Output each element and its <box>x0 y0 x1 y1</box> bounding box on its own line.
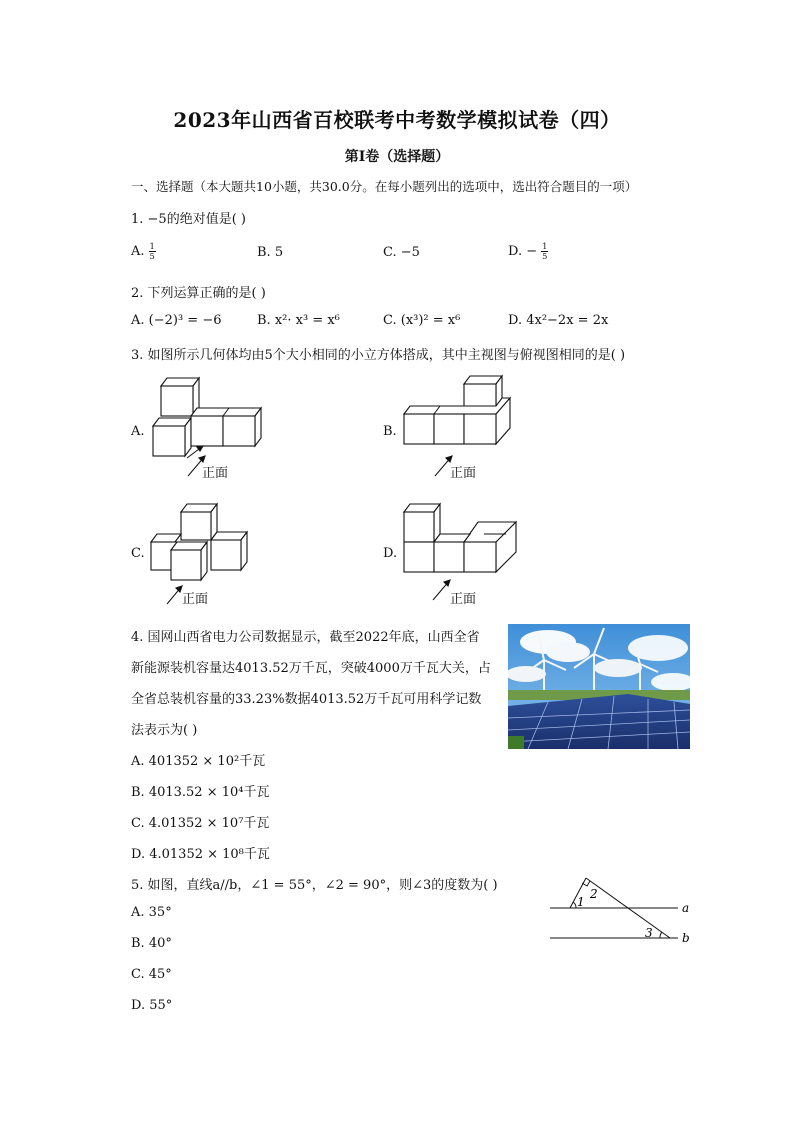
q1-option-d <box>508 242 548 261</box>
q3-a-arrow <box>185 452 215 480</box>
q1-option-c: C. −5 <box>383 245 420 260</box>
question-4-line-2: 新能源装机容量达4013.52万千瓦，突破4000万千瓦大关，占 <box>131 661 491 676</box>
arrow-head <box>199 456 205 462</box>
cube-face <box>404 414 434 444</box>
wind-solar-photo-graphic <box>508 624 690 749</box>
fraction <box>149 242 156 261</box>
question-5-stem: 5. 如图，直线a//b，∠1 = 55°，∠2 = 90°，则∠3的度数为( ) <box>131 878 498 893</box>
fraction <box>541 242 548 261</box>
cube-face <box>181 512 211 540</box>
page-title: 2023年山西省百校联考中考数学模拟试卷（四） <box>173 108 621 132</box>
cube-face <box>211 540 241 570</box>
q3-option-b: B. <box>383 424 397 439</box>
wind-solar-photo <box>508 624 690 749</box>
angle-3-label: 3 <box>645 926 653 940</box>
q5-option-d: D. 55° <box>131 998 173 1013</box>
question-3-stem: 3. 如图所示几何体均由5个大小相同的小立方体搭成，其中主视图与俯视图相同的是( ) <box>131 348 626 363</box>
angle-3-arc <box>660 932 662 938</box>
cube-face <box>434 414 464 444</box>
fraction-denominator: 5 <box>542 252 548 261</box>
question-4-line-1: 4. 国网山西省电力公司数据显示，截至2022年底，山西全省 <box>131 630 480 645</box>
q3-c-front-label: 正面 <box>182 592 209 607</box>
question-4-line-3: 全省总装机容量的33.23%数据4013.52万千瓦可用科学记数 <box>131 692 482 707</box>
fraction-denominator: 5 <box>149 252 155 261</box>
q3-option-a: A. <box>131 424 145 439</box>
q5-option-c: C. 45° <box>131 967 172 982</box>
q5-option-a: A. 35° <box>131 905 172 920</box>
q5-parallel-lines-figure <box>548 872 698 950</box>
angle-1-arc <box>573 902 576 908</box>
question-4-line-4: 法表示为( ) <box>131 723 198 738</box>
q1-option-b: B. 5 <box>257 245 284 260</box>
q3-a-front-label: 正面 <box>202 466 229 481</box>
q2-option-c: C. (x³)² = x⁶ <box>383 313 461 328</box>
cube-face <box>161 386 193 416</box>
cube-face <box>464 542 496 572</box>
q5-option-b: B. 40° <box>131 936 172 951</box>
cube-face <box>404 542 434 572</box>
arrow-head <box>444 580 450 586</box>
cube-face <box>223 416 255 446</box>
section-volume-title: 第I卷（选择题） <box>344 149 450 165</box>
cube-face <box>191 416 223 446</box>
q2-option-d: D. 4x²−2x = 2x <box>508 313 609 328</box>
q3-b-front-label: 正面 <box>450 466 477 481</box>
angle-1-label: 1 <box>577 895 585 909</box>
q4-option-b: B. 4013.52 × 10⁴千瓦 <box>131 785 270 800</box>
q4-option-a: A. 401352 × 10²千瓦 <box>131 754 266 769</box>
q4-option-c: C. 4.01352 × 10⁷千瓦 <box>131 816 270 831</box>
cube-face <box>434 542 464 572</box>
right-angle-mark <box>582 881 590 886</box>
q3-d-front-label: 正面 <box>450 592 477 607</box>
q2-option-b: B. x²· x³ = x⁶ <box>257 313 340 328</box>
fraction-numerator: 1 <box>542 242 548 251</box>
cube-face <box>171 550 201 580</box>
q2-option-a: A. (−2)³ = −6 <box>131 313 222 328</box>
q3-option-d: D. <box>383 546 398 561</box>
line-b-label: b <box>682 931 690 945</box>
q1-option-d-label: D. − <box>508 244 538 259</box>
cube-face <box>404 512 434 542</box>
angle-2-label: 2 <box>590 887 598 901</box>
cube-face <box>153 426 185 456</box>
cube-face <box>464 414 496 444</box>
cube-face <box>151 534 181 542</box>
q4-option-d: D. 4.01352 × 10⁸千瓦 <box>131 847 270 862</box>
fraction-numerator: 1 <box>149 242 155 251</box>
q3-option-c: C. <box>131 546 145 561</box>
line-a-label: a <box>682 901 690 915</box>
question-2-stem: 2. 下列运算正确的是( ) <box>131 286 266 301</box>
cube-face <box>434 534 470 542</box>
q1-option-a-label: A. <box>131 244 145 259</box>
question-1-stem: 1. −5的绝对值是( ) <box>131 212 246 227</box>
q1-option-a <box>131 242 156 261</box>
section-heading: 一、选择题（本大题共10小题，共30.0分。在每小题列出的选项中，选出符合题目的一项） <box>131 179 638 194</box>
